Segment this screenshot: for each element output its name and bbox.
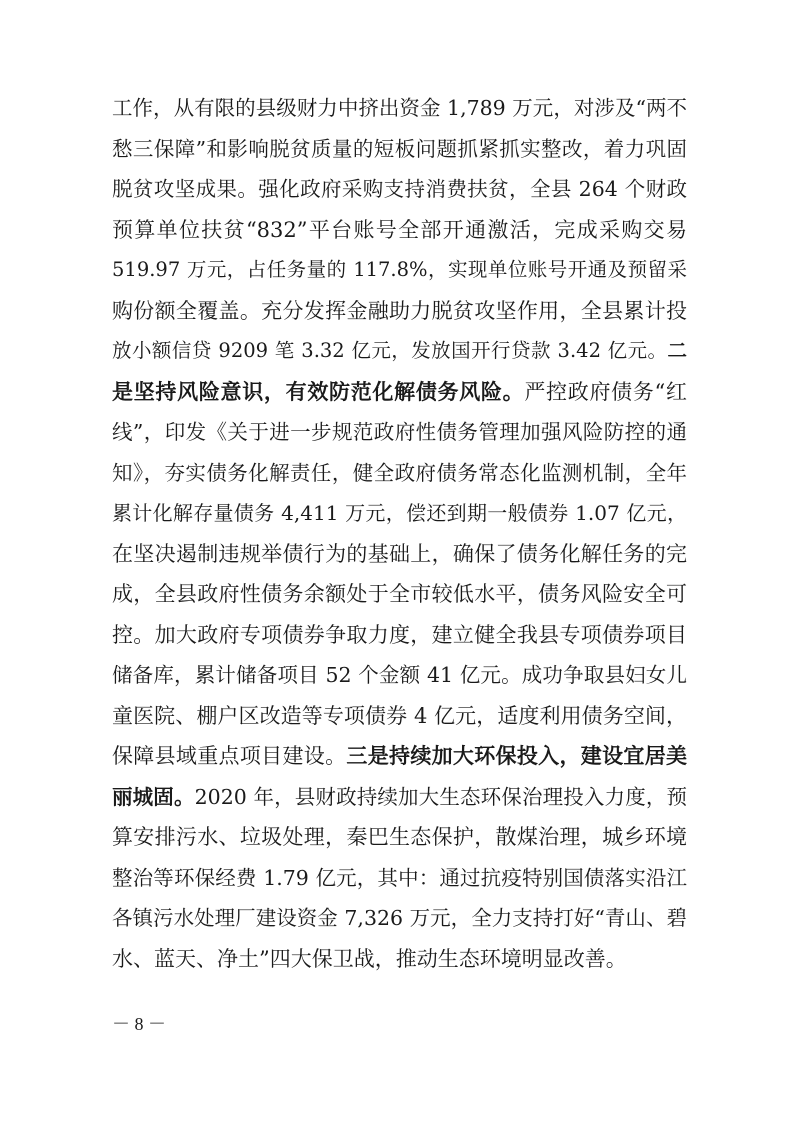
text-line <box>112 412 687 452</box>
body-text-run: 2020 年，县财政持续加大生态环保治理投入力度，预 <box>194 784 687 809</box>
body-text-run: 在坚决遏制违规举债行为的基础上，确保了债务化解任务的完 <box>112 541 687 566</box>
body-text-run: 愁三保障”和影响脱贫质量的短板问题抓紧抓实整改，着力巩固 <box>112 136 687 161</box>
text-line <box>112 169 687 209</box>
body-text-run: 脱贫攻坚成果。强化政府采购支持消费扶贫，全县 264 个财政 <box>112 177 687 201</box>
bold-heading-text: 三是持续加大环保投入，建设宜居美 <box>346 744 687 768</box>
text-line <box>112 534 687 574</box>
body-text-run: 累计化解存量债务 4,411 万元，偿还到期一般债券 1.07 亿元， <box>112 501 687 525</box>
text-line <box>112 817 687 857</box>
body-text-run: 线”，印发《关于进一步规范政府性债务管理加强风险防控的通 <box>112 420 687 444</box>
body-text-run: 算安排污水、垃圾处理，秦巴生态保护，散煤治理，城乡环境 <box>112 825 687 849</box>
bold-heading-text: 丽城固。 <box>112 784 195 809</box>
body-text-run: 控。加大政府专项债券争取力度，建立健全我县专项债券项目 <box>112 622 687 647</box>
text-line <box>112 493 687 533</box>
text-line <box>112 372 687 412</box>
text-line <box>112 250 687 290</box>
body-text-run: 知》，夯实债务化解责任，健全政府债务常态化监测机制，全年 <box>112 460 687 485</box>
text-line <box>112 88 687 128</box>
text-line <box>112 655 687 695</box>
text-line <box>112 210 687 250</box>
text-line <box>112 291 687 331</box>
body-text-run: 保障县域重点项目建设。 <box>112 744 347 768</box>
text-line <box>112 858 687 898</box>
bold-heading-text: 是坚持风险意识，有效防范化解债务风险。 <box>112 379 525 404</box>
body-text-run: 放小额信贷 9209 笔 3.32 亿元，发放国开行贷款 3.42 亿元。 <box>112 339 668 362</box>
text-line <box>112 898 687 938</box>
body-text-run: 水、蓝天、净土”四大保卫战，推动生态环境明显改善。 <box>112 946 627 971</box>
body-text-run: 预算单位扶贫“832”平台账号全部开通激活，完成采购交易 <box>112 217 687 242</box>
body-text-run: 童医院、棚户区改造等专项债券 4 亿元，适度利用债务空间， <box>112 703 687 728</box>
body-text-run: 购份额全覆盖。充分发挥金融助力脱贫攻坚作用，全县累计投 <box>112 298 687 323</box>
text-line <box>112 939 687 979</box>
bold-heading-text: 二 <box>667 339 687 362</box>
body-text-run: 各镇污水处理厂建设资金 7,326 万元，全力支持打好“青山、碧 <box>112 906 687 930</box>
body-text-run: 整治等环保经费 1.79 亿元，其中：通过抗疫特别国债落实沿江 <box>112 865 687 890</box>
body-text-run: 严控政府债务“红 <box>524 379 687 404</box>
text-line <box>112 574 687 614</box>
body-text-run: 工作，从有限的县级财力中挤出资金 1,789 万元，对涉及“两不 <box>112 96 687 120</box>
text-line <box>112 777 687 817</box>
page-number: － 8 － <box>112 1014 166 1034</box>
text-line <box>112 736 687 776</box>
body-text-run: 519.97 万元，占任务量的 117.8%，实现单位账号开通及预留采 <box>112 258 687 281</box>
text-line <box>112 129 687 169</box>
body-text-run: 成，全县政府性债务余额处于全市较低水平，债务风险安全可 <box>112 582 687 606</box>
text-line <box>112 696 687 736</box>
text-line <box>112 331 687 371</box>
text-line <box>112 453 687 493</box>
text-line <box>112 615 687 655</box>
body-text-run: 储备库，累计储备项目 52 个金额 41 亿元。成功争取县妇女儿 <box>112 663 687 687</box>
